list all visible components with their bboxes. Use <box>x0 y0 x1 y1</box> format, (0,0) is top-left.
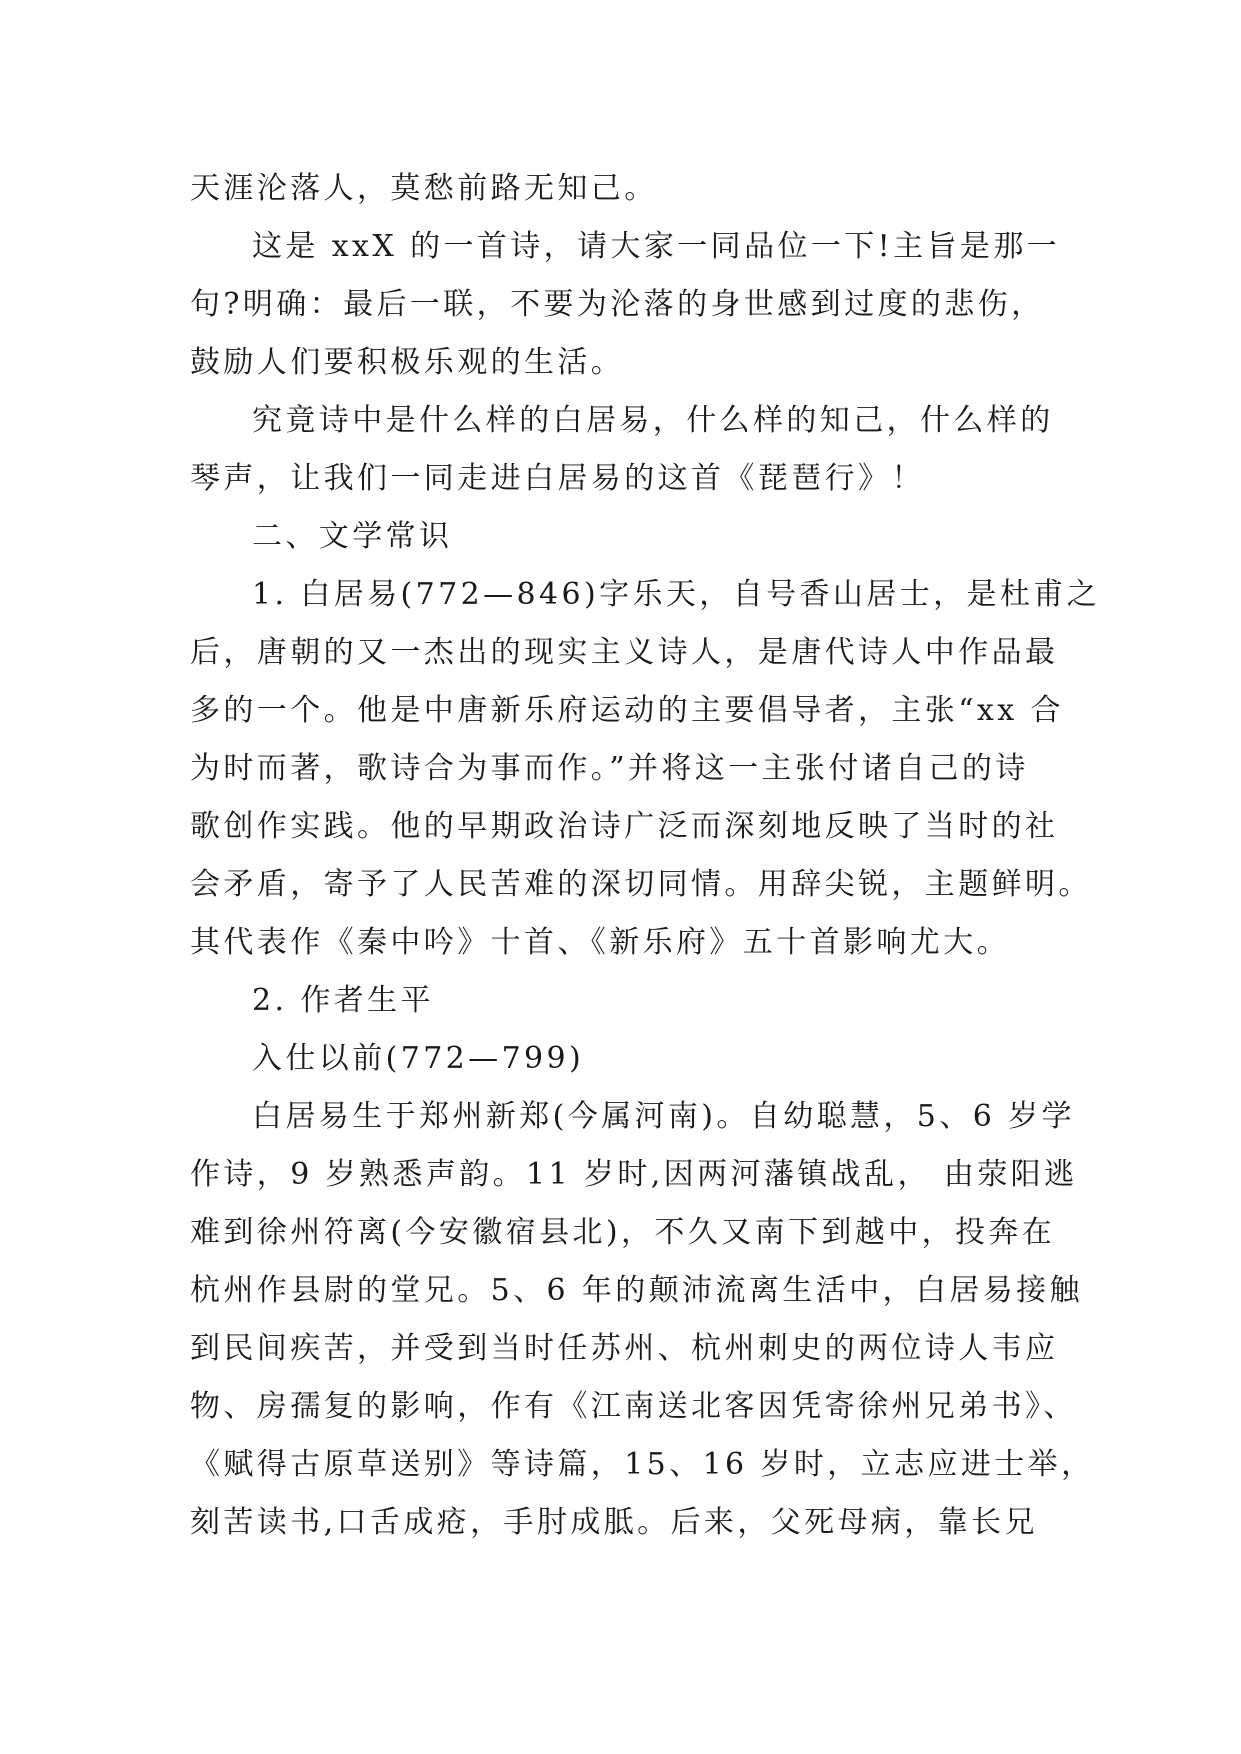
text-line: 究竟诗中是什么样的白居易，什么样的知己，什么样的 <box>252 403 1054 438</box>
text-line: 物、房孺复的影响，作有《江南送北客因凭寄徐州兄弟书》、 <box>190 1389 1077 1424</box>
text-line: 到民间疾苦，并受到当时任苏州、杭州刺史的两位诗人韦应 <box>190 1331 1059 1366</box>
text-line: 琴声，让我们一同走进白居易的这首《琵琶行》！ <box>190 461 925 496</box>
text-line: 作诗，9 岁熟悉声韵。11 岁时,因两河藩镇战乱， 由荥阳逃 <box>190 1157 1078 1192</box>
text-line: 白居易生于郑州新郑(今属河南)。自幼聪慧，5、6 岁学 <box>252 1099 1075 1134</box>
period-heading: 入仕以前(772—799) <box>252 1041 585 1076</box>
text-line: 句?明确：最后一联，不要为沦落的身世感到过度的悲伤， <box>190 287 1045 322</box>
text-line: 歌创作实践。他的早期政治诗广泛而深刻地反映了当时的社 <box>190 809 1059 844</box>
text-line: 鼓励人们要积极乐观的生活。 <box>190 345 625 380</box>
text-line: 会矛盾，寄予了人民苦难的深切同情。用辞尖锐，主题鲜明。 <box>190 867 1092 902</box>
text-line: 难到徐州符离(今安徽宿县北)，不久又南下到越中，投奔在 <box>190 1215 1056 1250</box>
text-line: 天涯沦落人，莫愁前路无知己。 <box>190 171 658 206</box>
text-line: 其代表作《秦中吟》十首、《新乐府》五十首影响尤大。 <box>190 925 1010 960</box>
text-line: 《赋得古原草送别》等诗篇，15、16 岁时，立志应进士举， <box>190 1447 1095 1482</box>
text-line: 多的一个。他是中唐新乐府运动的主要倡导者，主张“xx 合 <box>190 693 1064 728</box>
text-line: 为时而著，歌诗合为事而作。”并将这一主张付诸自己的诗 <box>190 751 1029 786</box>
text-line: 这是 xxX 的一首诗，请大家一同品位一下!主旨是那一 <box>252 229 1061 264</box>
text-line: 1. 白居易(772—846)字乐天，自号香山居士，是杜甫之 <box>252 577 1101 612</box>
section-heading: 二、文学常识 <box>252 519 453 554</box>
subsection-heading: 2. 作者生平 <box>252 983 434 1018</box>
text-line: 刻苦读书,口舌成疮，手肘成胝。后来，父死母病，靠长兄 <box>190 1505 1038 1540</box>
text-line: 后，唐朝的又一杰出的现实主义诗人，是唐代诗人中作品最 <box>190 635 1059 670</box>
text-line: 杭州作县尉的堂兄。5、6 年的颠沛流离生活中，白居易接触 <box>190 1273 1083 1308</box>
